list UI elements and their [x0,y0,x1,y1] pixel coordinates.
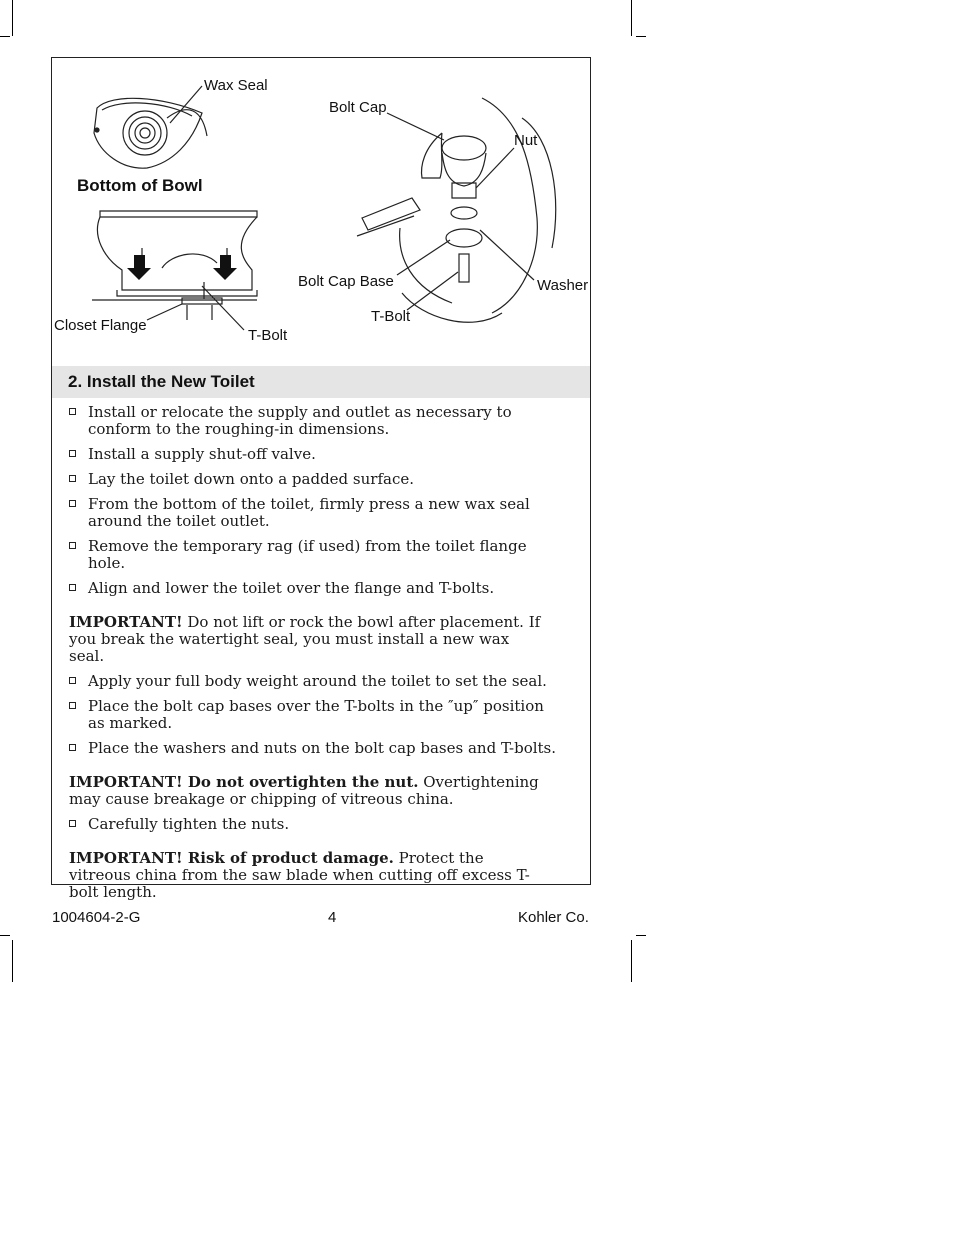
footer-company: Kohler Co. [518,909,589,926]
step-text: Align and lower the toilet over the flange and T-bolts. [88,579,495,597]
step-text: Lay the toilet down onto a padded surface. [88,470,415,488]
crop-mark [636,36,646,37]
note-text: Overtightening may cause breakage or chipping of vitreous china. [69,773,539,808]
note-text: Protect the vitreous china from the saw blade when cutting off excess T-bolt length. [69,849,530,901]
list-item [52,496,558,530]
list-item [52,404,558,438]
list-item [52,471,558,488]
important-note [52,850,549,901]
step-text: Install or relocate the supply and outlet as necessary to conform to the roughing-in dimensions. [88,403,512,438]
note-text: Do not lift or rock the bowl after placement. If you break the watertight seal, you must install a new wax seal. [69,613,541,665]
instruction-panel [51,57,591,901]
checkbox-icon [69,820,76,827]
label-wax-seal: Wax Seal [204,77,268,94]
installation-illustration [52,58,592,368]
note-emphasis: IMPORTANT! [69,613,183,631]
crop-mark [636,935,646,936]
list-item [52,580,558,597]
crop-mark [631,0,632,36]
checkbox-icon [69,475,76,482]
crop-mark [12,0,13,36]
crop-mark [0,935,10,936]
important-note [52,774,549,808]
checkbox-icon [69,702,76,709]
step-text: Place the washers and nuts on the bolt cap bases and T-bolts. [88,739,557,757]
checkbox-icon [69,408,76,415]
step-text: Carefully tighten the nuts. [88,815,290,833]
label-t-bolt-left: T-Bolt [248,327,288,344]
label-bolt-cap-base: Bolt Cap Base [298,273,394,290]
label-bolt-cap: Bolt Cap [329,99,387,116]
step-text: Remove the temporary rag (if used) from the toilet flange hole. [88,537,527,572]
checkbox-icon [69,500,76,507]
label-washer: Washer [537,277,589,294]
section-header [52,366,590,398]
list-item [52,446,558,463]
label-closet-flange: Closet Flange [54,317,147,334]
step-text: Apply your full body weight around the toilet to set the seal. [88,672,547,690]
important-note [52,614,549,665]
list-item [52,538,558,572]
label-bottom-of-bowl: Bottom of Bowl [77,176,203,195]
footer-page-number: 4 [328,909,337,926]
crop-mark [0,36,10,37]
step-text: Place the bolt cap bases over the T-bolts in the ″up″ position as marked. [88,697,544,732]
section-title: 2. Install the New Toilet [68,372,255,391]
label-nut: Nut [514,132,538,149]
checkbox-icon [69,584,76,591]
footer-doc-number: 1004604-2-G [52,909,141,926]
note-emphasis: IMPORTANT! Do not overtighten the nut. [69,773,419,791]
note-emphasis: IMPORTANT! Risk of product damage. [69,849,394,867]
step-text: Install a supply shut-off valve. [88,445,316,463]
checkbox-icon [69,677,76,684]
list-item [52,698,558,732]
list-item [52,673,558,690]
list-item [52,740,558,757]
crop-mark [12,940,13,982]
checkbox-icon [69,450,76,457]
list-item [52,816,558,833]
checkbox-icon [69,542,76,549]
label-t-bolt-right: T-Bolt [371,308,411,325]
checkbox-icon [69,744,76,751]
step-text: From the bottom of the toilet, firmly press a new wax seal around the toilet outlet. [88,495,530,530]
instructions-list [52,404,572,909]
crop-mark [631,940,632,982]
